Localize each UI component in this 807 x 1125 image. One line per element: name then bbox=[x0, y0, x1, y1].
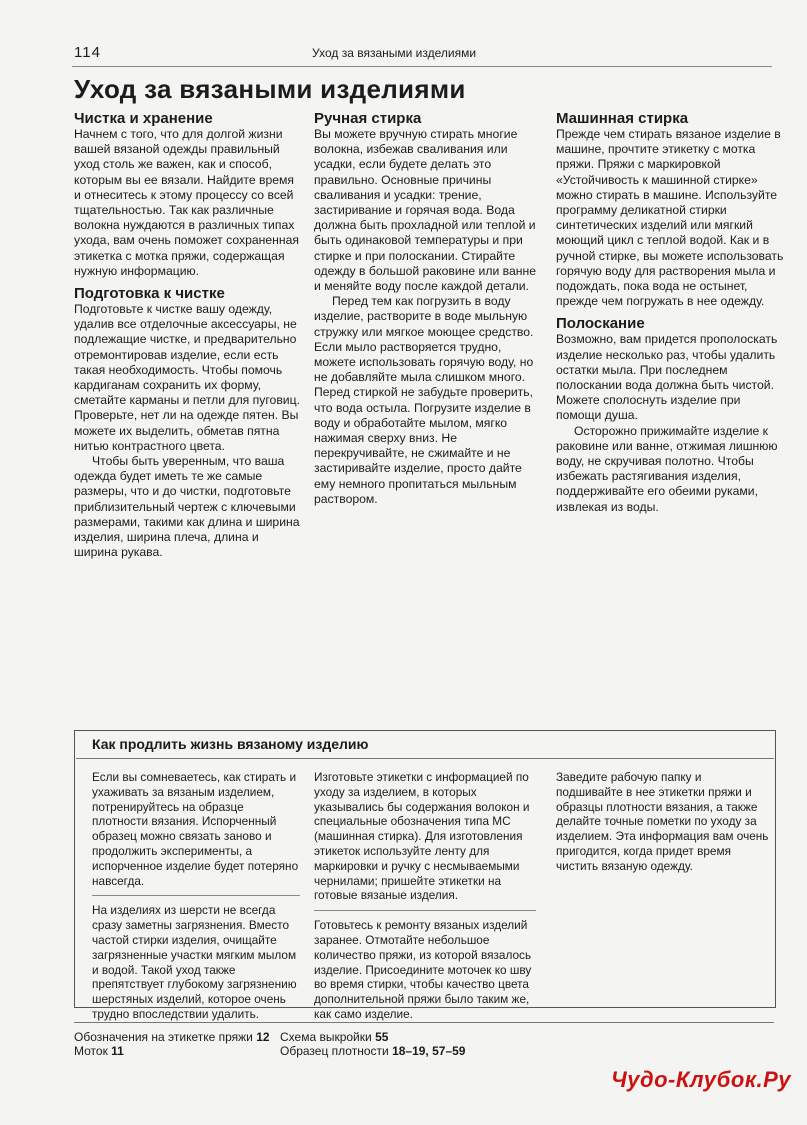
paragraph: Прежде чем стирать вязаное изделие в машине, прочтите этикетку с мотка пряжи. Пряжи с маркировкой «Устойчивость к машинной стирке» можно стирать в машине. Используйте программу деликатной стирки синтетических изделий или мягкий моющий цикл с теплой водой. Как и в ручной стирке, вы можете использовать горячую воду для растворения мыла и подождать, пока вода не остынет, прежде чем погружать в нее одежду. bbox=[556, 127, 784, 309]
tip-paragraph: Изготовьте этикетки с информацией по уходу за изделием, в которых указывались бы содержания волокон и специальные обозначения типа МС (машинная стирка). Для изготовления этикеток используйте ленту для маркировки и ручку с несмываемыми чернилами; пришейте этикетки на готовые вязаные изделия. bbox=[314, 770, 530, 903]
section-heading-preparation: Подготовка к чистке bbox=[74, 285, 225, 303]
tips-column-3 bbox=[556, 770, 770, 874]
section-heading-rinsing: Полоскание bbox=[556, 315, 645, 333]
tip-separator bbox=[92, 895, 300, 896]
running-head: Уход за вязаными изделиями bbox=[312, 46, 477, 60]
footer-references-right bbox=[280, 1030, 465, 1058]
footer-ref-label: Образец плотности bbox=[280, 1044, 389, 1058]
column-right bbox=[556, 110, 784, 515]
site-watermark: Чудо-Клубок.Ру bbox=[611, 1067, 791, 1092]
tips-box-divider bbox=[76, 758, 774, 759]
column-left bbox=[74, 110, 300, 560]
tip-paragraph: Заведите рабочую папку и подшивайте в нее этикетки пряжи и образцы плотности вязания, а также делайте точные пометки по уходу за изделием. Эта информация вам очень пригодится, когда придет время чистить вязаную одежду. bbox=[556, 770, 769, 873]
tip-paragraph: Если вы сомневаетесь, как стирать и ухаживать за вязаным изделием, потренируйтесь на образце плотности вязания. Испорченный образец можно связать заново и продолжить эксперименты, а испорченное изделие будет потеряно навсегда. bbox=[92, 770, 299, 888]
footer-references-left bbox=[74, 1030, 270, 1058]
column-middle bbox=[314, 110, 542, 507]
tip-paragraph: На изделиях из шерсти не всегда сразу заметны загрязнения. Вместо частой стирки изделия, очищайте загрязненные участки мягким мылом и водой. Такой уход также препятствует глубокому загрязнению шерстяных изделий, которое очень трудно впоследствии удалить. bbox=[92, 903, 297, 1021]
footer-ref-label: Обозначения на этикетке пряжи bbox=[74, 1030, 253, 1044]
footer-ref-page[interactable]: 55 bbox=[375, 1030, 389, 1044]
tips-column-2 bbox=[314, 770, 536, 1022]
footer-ref-label: Моток bbox=[74, 1044, 108, 1058]
footer-divider bbox=[74, 1022, 774, 1023]
paragraph: Осторожно прижимайте изделие к раковине или ванне, отжимая лишнюю воду, не скручивая полотно. Чтобы избежать растягивания изделия, поддерживайте его обеими руками, извлекая из воды. bbox=[556, 423, 778, 514]
paragraph: Чтобы быть уверенным, что ваша одежда будет иметь те же самые размеры, что и до чистки, подготовьте приблизительный чертеж с ключевыми размерами, такими как длина и ширина изделия, ширина плеча, длина и ширина рукава. bbox=[74, 454, 300, 560]
tip-separator bbox=[314, 910, 536, 911]
footer-ref-page[interactable]: 11 bbox=[111, 1044, 124, 1058]
section-heading-cleaning: Чистка и хранение bbox=[74, 110, 213, 127]
footer-ref-page[interactable]: 18–19, 57–59 bbox=[392, 1044, 466, 1058]
tips-column-1 bbox=[92, 770, 300, 1022]
paragraph: Вы можете вручную стирать многие волокна, избежав сваливания или усадки, если будете делать это правильно. Основные причины сваливания и усадки: трение, застиривание и горячая вода. Вода должна быть прохладной или теплой и быть одинаковой температуры и при стирке и при полоскании. Стирайте одежду в большой раковине или ванне и меняйте воду после каждой детали. bbox=[314, 127, 537, 294]
footer-ref-page[interactable]: 12 bbox=[256, 1030, 270, 1044]
paragraph: Возможно, вам придется прополоскать изделие несколько раз, чтобы удалить остатки мыла. При последнем полоскании вода должна быть чистой. Можете сполоснуть изделие при помощи душа. bbox=[556, 332, 778, 423]
paragraph: Подготовьте к чистке вашу одежду, удалив все отделочные аксессуары, не подлежащие чистке, и предварительно отремонтировав изделие, если есть такая необходимость. Чтобы помочь кардиганам сохранить их форму, сметайте карманы и петли для пуговиц. Проверьте, нет ли на одежде пятен. Вы можете их выделить, обметав пятна нитью контрастного цвета. bbox=[74, 302, 300, 453]
tips-box-title: Как продлить жизнь вязаному изделию bbox=[92, 736, 369, 752]
paragraph: Перед тем как погрузить в воду изделие, растворите в воде мыльную стружку или мягкое моющее средство. Если мыло растворяется трудно, можете использовать горячую воду, но не добавляйте мыла слишком много. Перед стиркой не забудьте проверить, что вода остыла. Погрузите изделие в воду и обработайте мылом, мягко нажимая сверху вниз. Не перекручивайте, не сжимайте и не застиривайте изделие, просто дайте ему немного пропитаться мыльным раствором. bbox=[314, 294, 534, 506]
page-number: 114 bbox=[74, 44, 101, 61]
section-heading-hand-wash: Ручная стирка bbox=[314, 110, 422, 127]
section-heading-machine-wash: Машинная стирка bbox=[556, 110, 689, 127]
paragraph: Начнем с того, что для долгой жизни вашей вязаной одежды правильный уход столь же важен, как и способ, которым вы ее вязали. Найдите время и отнеситесь к этому процессу со всей тщательностью. Так как различные волокна нуждаются в различных типах ухода, вам очень поможет сохраненная этикетка с мотка пряжи, содержащая нужную информацию. bbox=[74, 127, 299, 278]
footer-ref-label: Схема выкройки bbox=[280, 1030, 372, 1044]
tip-paragraph: Готовьтесь к ремонту вязаных изделий заранее. Отмотайте небольшое количество пряжи, из которой вязалось изделие. Присоедините моточек ко шву во время стирки, чтобы качество цвета дополнительной пряжи было таким же, как само изделие. bbox=[314, 918, 532, 1021]
page-title: Уход за вязаными изделиями bbox=[74, 74, 466, 104]
header-divider bbox=[72, 66, 772, 67]
